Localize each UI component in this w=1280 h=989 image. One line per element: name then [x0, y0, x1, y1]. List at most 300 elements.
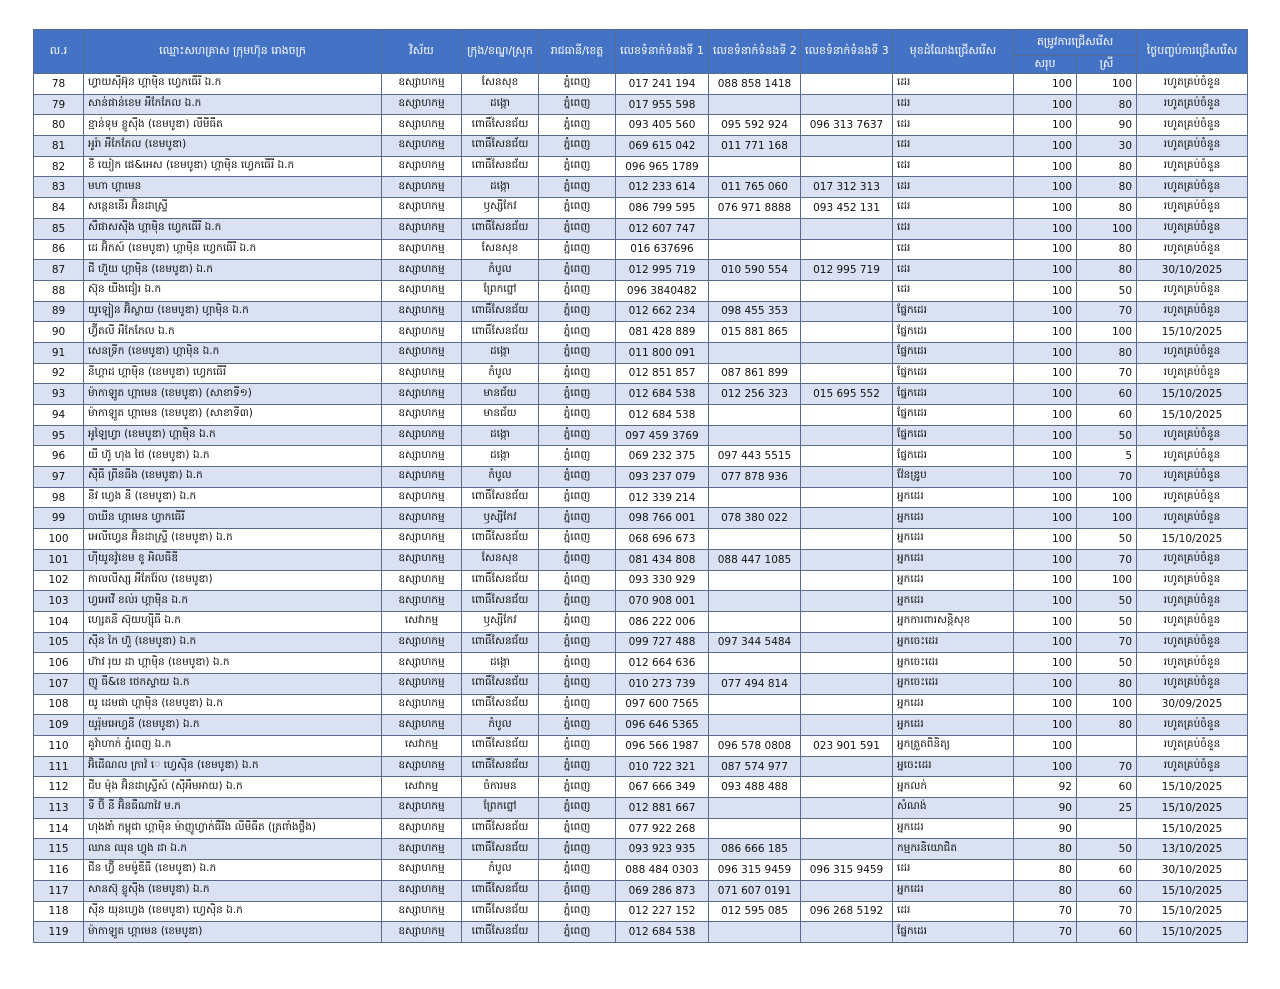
total-count-cell: 100 — [1014, 508, 1077, 529]
deadline-cell: រហូតគ្រប់ចំនួន — [1137, 467, 1248, 488]
sector-cell: ឧស្សាហកម្ម — [382, 115, 462, 136]
position-cell: អ្នកដេរ — [893, 818, 1014, 839]
total-count-cell: 100 — [1014, 611, 1077, 632]
table-row — [34, 487, 1248, 508]
position-cell: ផ្នែកដេរ — [893, 922, 1014, 943]
row-number-cell: 108 — [34, 694, 84, 715]
phone-3-cell — [801, 922, 893, 943]
table-row — [34, 218, 1248, 239]
phone-2-cell — [709, 487, 801, 508]
position-cell: អ្នកដេរ — [893, 591, 1014, 612]
female-count-cell: 50 — [1077, 280, 1137, 301]
position-cell: អ្នកដេរ — [893, 487, 1014, 508]
phone-2-cell — [709, 280, 801, 301]
phone-3-cell — [801, 508, 893, 529]
deadline-cell: រហូតគ្រប់ចំនួន — [1137, 508, 1248, 529]
deadline-cell: 15/10/2025 — [1137, 384, 1248, 405]
row-number-cell: 93 — [34, 384, 84, 405]
phone-1-cell: 098 766 001 — [616, 508, 709, 529]
phone-3-cell — [801, 653, 893, 674]
sector-cell: ឧស្សាហកម្ម — [382, 860, 462, 881]
phone-1-cell: 093 237 079 — [616, 467, 709, 488]
table-row — [34, 922, 1248, 943]
phone-3-cell — [801, 715, 893, 736]
phone-2-cell — [709, 591, 801, 612]
company-name-cell: ហុងងាំ កម្ពុជា ហ្គាម៉ិន ម៉ាញូហ្វាក់ធឺរីង លីមីធីត (ត្រពាំងថ្លឹង) — [84, 818, 382, 839]
deadline-cell: រហូតគ្រប់ចំនួន — [1137, 487, 1248, 508]
province-cell: ភ្នំពេញ — [539, 239, 616, 260]
total-count-cell: 100 — [1014, 467, 1077, 488]
province-cell: ភ្នំពេញ — [539, 694, 616, 715]
position-cell: ដេរ — [893, 198, 1014, 219]
female-count-cell: 100 — [1077, 570, 1137, 591]
phone-1-cell: 012 607 747 — [616, 218, 709, 239]
row-number-cell: 107 — [34, 673, 84, 694]
province-cell: ភ្នំពេញ — [539, 94, 616, 115]
phone-1-cell: 086 222 006 — [616, 611, 709, 632]
phone-1-cell: 096 566 1987 — [616, 736, 709, 757]
sector-cell: ឧស្សាហកម្ម — [382, 405, 462, 426]
district-cell: ដង្កោ — [462, 94, 539, 115]
district-cell: ពោធិ៍សែនជ័យ — [462, 818, 539, 839]
position-cell: អ្នកចេះដេរ — [893, 632, 1014, 653]
female-count-cell: 60 — [1077, 880, 1137, 901]
deadline-cell: 15/10/2025 — [1137, 880, 1248, 901]
company-name-cell: មហា ហ្គាមេន — [84, 177, 382, 198]
phone-3-cell: 017 312 313 — [801, 177, 893, 198]
province-cell: ភ្នំពេញ — [539, 508, 616, 529]
company-name-cell: បាឃីន ហ្គាមេន ហ្វាកធើរី — [84, 508, 382, 529]
total-count-cell: 100 — [1014, 632, 1077, 653]
row-number-cell: 113 — [34, 798, 84, 819]
province-cell: ភ្នំពេញ — [539, 342, 616, 363]
province-cell: ភ្នំពេញ — [539, 777, 616, 798]
position-cell: ដេរ — [893, 260, 1014, 281]
phone-2-cell: 096 315 9459 — [709, 860, 801, 881]
phone-1-cell: 069 615 042 — [616, 136, 709, 157]
row-number-cell: 87 — [34, 260, 84, 281]
row-number-cell: 84 — [34, 198, 84, 219]
deadline-cell: រហូតគ្រប់ចំនួន — [1137, 653, 1248, 674]
table-row — [34, 136, 1248, 157]
row-number-cell: 94 — [34, 405, 84, 426]
phone-1-cell: 086 799 595 — [616, 198, 709, 219]
phone-3-cell — [801, 673, 893, 694]
total-count-cell: 100 — [1014, 177, 1077, 198]
table-body — [34, 74, 1248, 943]
total-count-cell: 100 — [1014, 487, 1077, 508]
district-cell: ដង្កោ — [462, 425, 539, 446]
phone-1-cell: 012 664 636 — [616, 653, 709, 674]
row-number-cell: 90 — [34, 322, 84, 343]
table-row — [34, 673, 1248, 694]
sector-cell: ឧស្សាហកម្ម — [382, 363, 462, 384]
table-row — [34, 818, 1248, 839]
row-number-cell: 80 — [34, 115, 84, 136]
company-name-cell: ហ្វាយស៊ីអ៊ុន ហ្គាម៉ិន ហ្វេកធើរី ឯ.ក — [84, 74, 382, 95]
phone-2-cell — [709, 239, 801, 260]
phone-2-cell: 097 344 5484 — [709, 632, 801, 653]
header-company: ឈ្មោះសហគ្រាស ក្រុមហ៊ុន រោងចក្រ — [84, 30, 382, 74]
phone-3-cell: 015 695 552 — [801, 384, 893, 405]
row-number-cell: 92 — [34, 363, 84, 384]
row-number-cell: 98 — [34, 487, 84, 508]
table-row — [34, 322, 1248, 343]
position-cell: ផ្នែកដេរ — [893, 425, 1014, 446]
sector-cell: ឧស្សាហកម្ម — [382, 591, 462, 612]
deadline-cell: រហូតគ្រប់ចំនួន — [1137, 280, 1248, 301]
province-cell: ភ្នំពេញ — [539, 570, 616, 591]
district-cell: ដង្កោ — [462, 342, 539, 363]
province-cell: ភ្នំពេញ — [539, 405, 616, 426]
province-cell: ភ្នំពេញ — [539, 798, 616, 819]
position-cell: ដេរ — [893, 280, 1014, 301]
deadline-cell: រហូតគ្រប់ចំនួន — [1137, 363, 1248, 384]
phone-3-cell: 093 452 131 — [801, 198, 893, 219]
province-cell: ភ្នំពេញ — [539, 673, 616, 694]
position-cell: ដេរ — [893, 115, 1014, 136]
row-number-cell: 112 — [34, 777, 84, 798]
phone-3-cell — [801, 694, 893, 715]
female-count-cell: 100 — [1077, 218, 1137, 239]
province-cell: ភ្នំពេញ — [539, 922, 616, 943]
deadline-cell: រហូតគ្រប់ចំនួន — [1137, 736, 1248, 757]
sector-cell: ឧស្សាហកម្ម — [382, 549, 462, 570]
phone-2-cell: 077 878 936 — [709, 467, 801, 488]
phone-1-cell: 012 881 667 — [616, 798, 709, 819]
position-cell: អ្នកដេរ — [893, 549, 1014, 570]
female-count-cell: 80 — [1077, 673, 1137, 694]
position-cell: អ្នកការពារសន្តិសុខ — [893, 611, 1014, 632]
deadline-cell: 30/09/2025 — [1137, 694, 1248, 715]
sector-cell: ឧស្សាហកម្ម — [382, 156, 462, 177]
company-name-cell: ម៉ាកាឡូត ហ្គាមេន (ខេមបូឌា) — [84, 922, 382, 943]
province-cell: ភ្នំពេញ — [539, 322, 616, 343]
phone-2-cell — [709, 94, 801, 115]
female-count-cell: 100 — [1077, 487, 1137, 508]
phone-2-cell: 093 488 488 — [709, 777, 801, 798]
district-cell: ដង្កោ — [462, 177, 539, 198]
female-count-cell: 100 — [1077, 322, 1137, 343]
district-cell: ឫស្សីកែវ — [462, 508, 539, 529]
total-count-cell: 100 — [1014, 570, 1077, 591]
province-cell: ភ្នំពេញ — [539, 880, 616, 901]
table-row — [34, 280, 1248, 301]
company-name-cell: ទី ប៊ី នី អ៊ិនធឺណាវៃ ម.ក — [84, 798, 382, 819]
deadline-cell: រហូតគ្រប់ចំនួន — [1137, 94, 1248, 115]
company-name-cell: យី ហ៊ូ ហុង ថៃ (ខេមបូឌា) ឯ.ក — [84, 446, 382, 467]
district-cell: ពោធិ៍សែនជ័យ — [462, 487, 539, 508]
sector-cell: ឧស្សាហកម្ម — [382, 322, 462, 343]
female-count-cell: 100 — [1077, 508, 1137, 529]
company-name-cell: ឈាន ឈុន ហ្វុង ដា ឯ.ក — [84, 839, 382, 860]
female-count-cell: 80 — [1077, 715, 1137, 736]
female-count-cell: 100 — [1077, 694, 1137, 715]
female-count-cell: 100 — [1077, 74, 1137, 95]
female-count-cell: 50 — [1077, 425, 1137, 446]
deadline-cell: រហូតគ្រប់ចំនួន — [1137, 611, 1248, 632]
position-cell: ដេរ — [893, 156, 1014, 177]
total-count-cell: 100 — [1014, 115, 1077, 136]
row-number-cell: 95 — [34, 425, 84, 446]
position-cell: អ្នកត្រួតពិនិត្យ — [893, 736, 1014, 757]
company-name-cell: ហ្វ៊ីតលី អឹកែភែល ឯ.ក — [84, 322, 382, 343]
female-count-cell: 70 — [1077, 632, 1137, 653]
province-cell: ភ្នំពេញ — [539, 487, 616, 508]
district-cell: កំបូល — [462, 467, 539, 488]
total-count-cell: 100 — [1014, 301, 1077, 322]
female-count-cell: 80 — [1077, 94, 1137, 115]
female-count-cell: 80 — [1077, 342, 1137, 363]
district-cell: ពោធិ៍សែនជ័យ — [462, 529, 539, 550]
province-cell: ភ្នំពេញ — [539, 280, 616, 301]
phone-1-cell: 012 995 719 — [616, 260, 709, 281]
position-cell: អ្នចេះដេរ — [893, 756, 1014, 777]
phone-1-cell: 012 684 538 — [616, 405, 709, 426]
phone-2-cell — [709, 405, 801, 426]
sector-cell: សេវាកម្ម — [382, 611, 462, 632]
table-row — [34, 405, 1248, 426]
province-cell: ភ្នំពេញ — [539, 384, 616, 405]
company-name-cell: អូឡៃហ្វា (ខេមបូឌា) ហ្គាម៉ិន ឯ.ក — [84, 425, 382, 446]
district-cell: កំបូល — [462, 260, 539, 281]
table-row — [34, 467, 1248, 488]
row-number-cell: 89 — [34, 301, 84, 322]
sector-cell: ឧស្សាហកម្ម — [382, 673, 462, 694]
phone-2-cell — [709, 653, 801, 674]
phone-1-cell: 096 646 5365 — [616, 715, 709, 736]
province-cell: ភ្នំពេញ — [539, 260, 616, 281]
row-number-cell: 116 — [34, 860, 84, 881]
female-count-cell: 25 — [1077, 798, 1137, 819]
deadline-cell: រហូតគ្រប់ចំនួន — [1137, 218, 1248, 239]
company-name-cell: សេនទ្រីក (ខេមបូឌា) ហ្គាម៉ិន ឯ.ក — [84, 342, 382, 363]
phone-3-cell — [801, 301, 893, 322]
district-cell: មានជ័យ — [462, 384, 539, 405]
total-count-cell: 100 — [1014, 136, 1077, 157]
female-count-cell: 50 — [1077, 591, 1137, 612]
phone-3-cell: 012 995 719 — [801, 260, 893, 281]
company-name-cell: ហ្សេតនី ស៊ុយហ្ស៊ីធី ឯ.ក — [84, 611, 382, 632]
header-phone-2: លេខទំនាក់ទំនងទី 2 — [709, 30, 801, 74]
company-name-cell: ម៉ាកាឡូត ហ្គាមេន (ខេមបូឌា) (សាខាទី១) — [84, 384, 382, 405]
female-count-cell: 80 — [1077, 198, 1137, 219]
district-cell: ពោធិ៍សែនជ័យ — [462, 218, 539, 239]
sector-cell: ឧស្សាហកម្ម — [382, 239, 462, 260]
position-cell: អ្នកដេរ — [893, 570, 1014, 591]
position-cell: អ្នកចេះដេរ — [893, 673, 1014, 694]
total-count-cell: 100 — [1014, 342, 1077, 363]
sector-cell: ឧស្សាហកម្ម — [382, 818, 462, 839]
table-row — [34, 632, 1248, 653]
phone-1-cell: 012 684 538 — [616, 922, 709, 943]
total-count-cell: 80 — [1014, 839, 1077, 860]
row-number-cell: 105 — [34, 632, 84, 653]
sector-cell: ឧស្សាហកម្ម — [382, 880, 462, 901]
deadline-cell: រហូតគ្រប់ចំនួន — [1137, 177, 1248, 198]
district-cell: ពោធិ៍សែនជ័យ — [462, 694, 539, 715]
table-row — [34, 653, 1248, 674]
deadline-cell: រហូតគ្រប់ចំនួន — [1137, 756, 1248, 777]
phone-2-cell — [709, 529, 801, 550]
company-name-cell: ហ៊ីយូនវ៉ូខេម ខូ អិលធីឌី — [84, 549, 382, 570]
company-name-cell: អេលីហ្វេន អ៊ិនដាស្ទ្រី (ខេមបូឌា) ឯ.ក — [84, 529, 382, 550]
table-row — [34, 756, 1248, 777]
phone-1-cell: 093 405 560 — [616, 115, 709, 136]
district-cell: កំបូល — [462, 860, 539, 881]
company-name-cell: ដេ អ៊ិកស៍ (ខេមបូឌា) ហ្គាម៉ិន ហ្វេកធើរី ឯ.ក — [84, 239, 382, 260]
deadline-cell: 15/10/2025 — [1137, 529, 1248, 550]
company-name-cell: សឹផាសស៊ីង ហ្គាម៉ិន ហ្វេកធើរី ឯ.ក — [84, 218, 382, 239]
sector-cell: ឧស្សាហកម្ម — [382, 342, 462, 363]
phone-3-cell — [801, 405, 893, 426]
total-count-cell: 100 — [1014, 591, 1077, 612]
row-number-cell: 118 — [34, 901, 84, 922]
row-number-cell: 78 — [34, 74, 84, 95]
company-name-cell: ហ៊ាវ រុយ ដា ហ្គាម៉ិន (ខេមបូឌា) ឯ.ក — [84, 653, 382, 674]
total-count-cell: 100 — [1014, 384, 1077, 405]
phone-2-cell — [709, 611, 801, 632]
phone-3-cell — [801, 322, 893, 343]
province-cell: ភ្នំពេញ — [539, 756, 616, 777]
phone-3-cell: 096 268 5192 — [801, 901, 893, 922]
position-cell: អ្នកដេរ — [893, 880, 1014, 901]
phone-2-cell: 011 765 060 — [709, 177, 801, 198]
total-count-cell: 100 — [1014, 425, 1077, 446]
company-name-cell: ជីន ហ្វ៊ី ខមម៉ូឌីធី (ខេមបូឌា) ឯ.ក — [84, 860, 382, 881]
position-cell: អ្នកដេរ — [893, 715, 1014, 736]
position-cell: ផ្នែកដេរ — [893, 301, 1014, 322]
phone-3-cell — [801, 632, 893, 653]
row-number-cell: 81 — [34, 136, 84, 157]
phone-1-cell: 017 241 194 — [616, 74, 709, 95]
total-count-cell: 100 — [1014, 198, 1077, 219]
province-cell: ភ្នំពេញ — [539, 839, 616, 860]
phone-2-cell: 012 595 085 — [709, 901, 801, 922]
phone-2-cell: 098 455 353 — [709, 301, 801, 322]
phone-3-cell — [801, 591, 893, 612]
sector-cell: ឧស្សាហកម្ម — [382, 508, 462, 529]
header-sector: វិស័យ — [382, 30, 462, 74]
phone-3-cell — [801, 467, 893, 488]
header-position: មុខដំណែងជ្រើសរើស — [893, 30, 1014, 74]
sector-cell: ឧស្សាហកម្ម — [382, 136, 462, 157]
position-cell: អ្នកដេរ — [893, 529, 1014, 550]
table-row — [34, 529, 1248, 550]
company-name-cell: គូវ៉ាហាក់ ភ្នំពេញ ឯ.ក — [84, 736, 382, 757]
company-name-cell: នីវ ហ្វេង នី (ខេមបូឌា) ឯ.ក — [84, 487, 382, 508]
phone-2-cell: 071 607 0191 — [709, 880, 801, 901]
district-cell: ពោធិ៍សែនជ័យ — [462, 901, 539, 922]
total-count-cell: 80 — [1014, 880, 1077, 901]
district-cell: ពោធិ៍សែនជ័យ — [462, 880, 539, 901]
deadline-cell: 15/10/2025 — [1137, 922, 1248, 943]
company-name-cell: ស៊ីន កៃ ហ៊ួ (ខេមបូឌា) ឯ.ក — [84, 632, 382, 653]
table-row — [34, 901, 1248, 922]
total-count-cell: 100 — [1014, 529, 1077, 550]
company-name-cell: សាន់ផាន់ខេម អឹកែភែល ឯ.ក — [84, 94, 382, 115]
phone-2-cell: 015 881 865 — [709, 322, 801, 343]
company-name-cell: ស៊ីន យុនហ្វេង (ខេមបូឌា) ហ្វេស៊ិន ឯ.ក — [84, 901, 382, 922]
deadline-cell: 15/10/2025 — [1137, 798, 1248, 819]
table-row — [34, 508, 1248, 529]
phone-3-cell — [801, 529, 893, 550]
sector-cell: ឧស្សាហកម្ម — [382, 694, 462, 715]
phone-3-cell — [801, 280, 893, 301]
table-row — [34, 736, 1248, 757]
district-cell: ឫស្សីកែវ — [462, 198, 539, 219]
table-row — [34, 74, 1248, 95]
district-cell: ពោធិ៍សែនជ័យ — [462, 136, 539, 157]
province-cell: ភ្នំពេញ — [539, 446, 616, 467]
district-cell: ពោធិ៍សែនជ័យ — [462, 591, 539, 612]
female-count-cell: 70 — [1077, 467, 1137, 488]
table-row — [34, 94, 1248, 115]
total-count-cell: 100 — [1014, 260, 1077, 281]
phone-2-cell: 095 592 924 — [709, 115, 801, 136]
phone-3-cell — [801, 839, 893, 860]
sector-cell: ឧស្សាហកម្ម — [382, 467, 462, 488]
district-cell: ដង្កោ — [462, 446, 539, 467]
deadline-cell: 15/10/2025 — [1137, 901, 1248, 922]
district-cell: ពោធិ៍សែនជ័យ — [462, 922, 539, 943]
phone-2-cell — [709, 818, 801, 839]
row-number-cell: 110 — [34, 736, 84, 757]
phone-3-cell — [801, 425, 893, 446]
phone-1-cell: 096 965 1789 — [616, 156, 709, 177]
table-row — [34, 839, 1248, 860]
position-cell: ដេរ — [893, 177, 1014, 198]
female-count-cell: 80 — [1077, 177, 1137, 198]
sector-cell: ឧស្សាហកម្ម — [382, 384, 462, 405]
company-name-cell: នីហ្គាដ ហ្គាម៉ិន (ខេមបូឌា) ហ្វេកធើរី — [84, 363, 382, 384]
deadline-cell: 30/10/2025 — [1137, 860, 1248, 881]
total-count-cell: 100 — [1014, 673, 1077, 694]
province-cell: ភ្នំពេញ — [539, 591, 616, 612]
female-count-cell: 60 — [1077, 860, 1137, 881]
total-count-cell: 100 — [1014, 280, 1077, 301]
header-recruitment-need: តម្រូវការជ្រើសរើស — [1014, 30, 1137, 56]
header-district: ក្រុង/ខណ្ឌ/ស្រុក — [462, 30, 539, 74]
phone-3-cell — [801, 818, 893, 839]
total-count-cell: 100 — [1014, 363, 1077, 384]
district-cell: ពោធិ៍សែនជ័យ — [462, 756, 539, 777]
phone-3-cell — [801, 880, 893, 901]
district-cell: ពោធិ៍សែនជ័យ — [462, 839, 539, 860]
company-name-cell: កាលលីស្ស អឹភែរ៉ែល (ខេមបូឌា) — [84, 570, 382, 591]
table-header — [34, 30, 1248, 74]
district-cell: សែនសុខ — [462, 549, 539, 570]
company-name-cell: ហ្វអេវើ ខល់រ ហ្គាម៉ិន ឯ.ក — [84, 591, 382, 612]
phone-1-cell: 068 696 673 — [616, 529, 709, 550]
total-count-cell: 100 — [1014, 694, 1077, 715]
phone-2-cell — [709, 156, 801, 177]
row-number-cell: 83 — [34, 177, 84, 198]
header-female: ស្រី — [1077, 56, 1137, 74]
phone-3-cell — [801, 446, 893, 467]
sector-cell: ឧស្សាហកម្ម — [382, 839, 462, 860]
phone-3-cell — [801, 611, 893, 632]
phone-1-cell: 012 227 152 — [616, 901, 709, 922]
province-cell: ភ្នំពេញ — [539, 549, 616, 570]
phone-2-cell: 087 861 899 — [709, 363, 801, 384]
sector-cell: ឧស្សាហកម្ម — [382, 653, 462, 674]
female-count-cell: 80 — [1077, 156, 1137, 177]
position-cell: ផ្នែកដេរ — [893, 405, 1014, 426]
total-count-cell: 100 — [1014, 322, 1077, 343]
phone-2-cell: 097 443 5515 — [709, 446, 801, 467]
sector-cell: សេវាកម្ម — [382, 736, 462, 757]
